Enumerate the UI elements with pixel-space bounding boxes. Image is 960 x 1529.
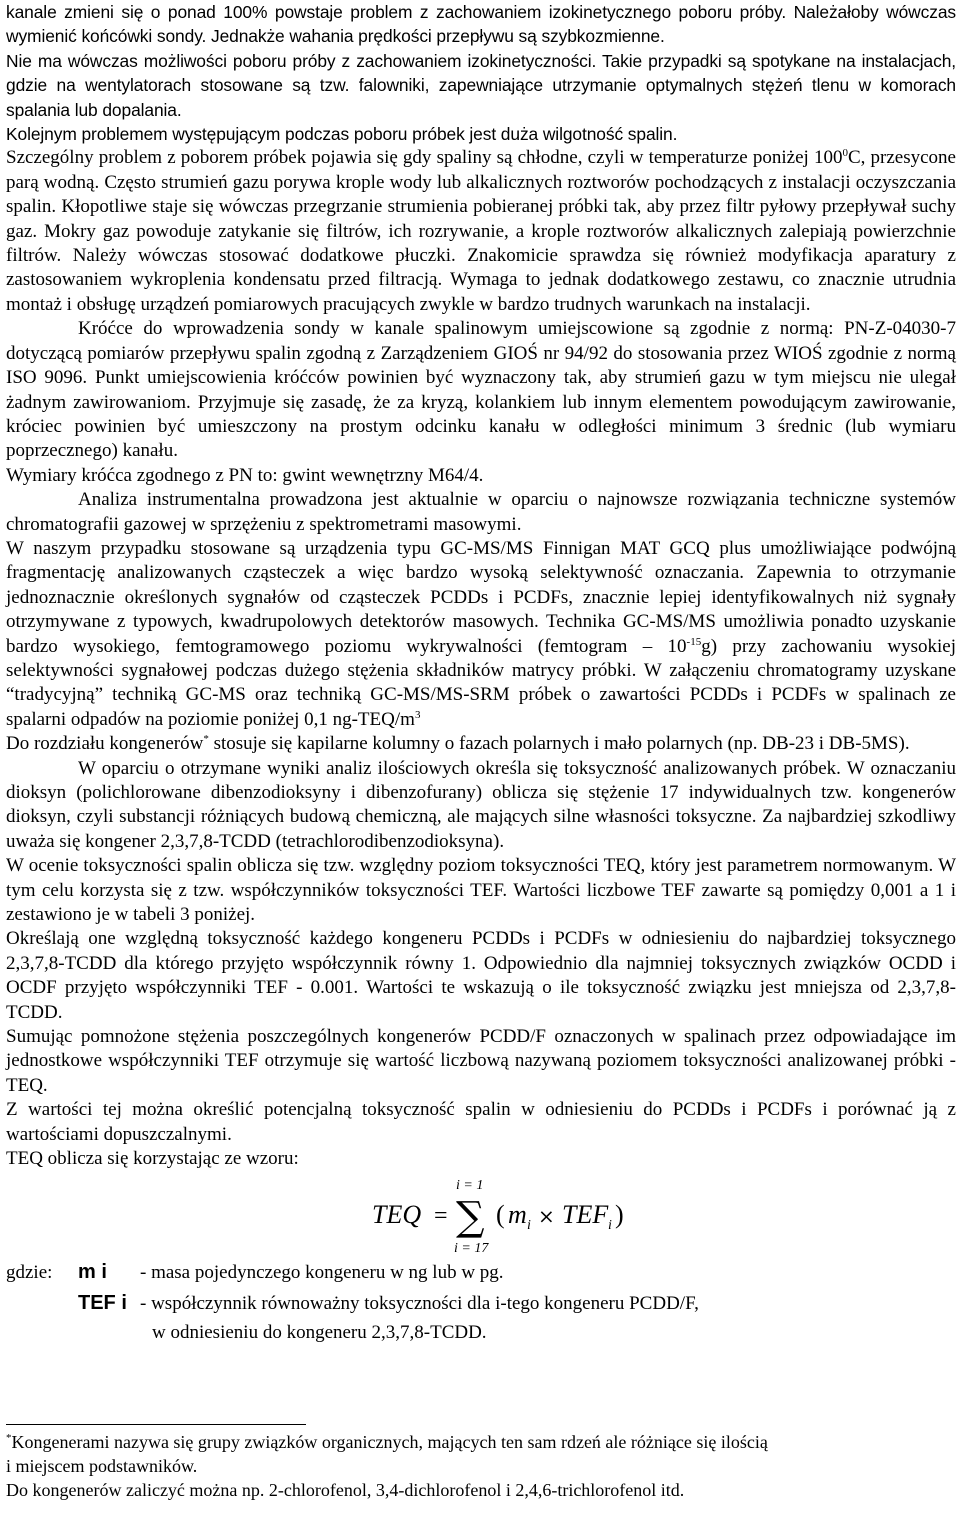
definition-m-text: - masa pojedynczego kongeneru w ng lub w pg. (140, 1261, 504, 1283)
paragraph-cold-gas: Szczególny problem z poborem próbek pojawia się gdy spaliny są chłodne, czyli w temperaturze poniżej $100^0C$, przesycone parą wodną. Często strumień gazu porywa krople wody lub alkalicznych roztworów pochodzących z instalacji oczyszczania spalin. Kłopotliwe staje się wówczas przegrzanie strumienia pobieranej próbki tak, aby przez filtr pyłowy przepływał suchy gaz. Mokry gaz powoduje zatykanie się filtrów, ich rozrywanie, a krople roztworów alkalicznych zalepiają powierzchnie filtrów. Należy wówczas stosować dodatkowe płuczki. Znakomicie sprawdza się również modyfikacja aparatury z zastosowaniem wykroplenia kondensatu przed filtracją. Wymaga to jednak dodatkowego zestawu, co znacznie utrudnia montaż i obsługę urządzeń pomiarowych pracujących zwykle w bardzo trudnych warunkach na instalacji. (6, 147, 956, 315)
definition-tef (6, 1290, 699, 1316)
sum-upper-limit: i = 1 (456, 1177, 484, 1193)
footnotes (6, 1430, 956, 1502)
footnote-1: *Kongenerami nazywa się grupy związków organicznych, mających ten sam rdzeń ale różniące się ilością (6, 1432, 768, 1452)
paragraph-frequency-converters: Nie ma wówczas możliwości poboru próby z zachowaniem izokinetyczności. Takie przypadki są spotykane na instalacjach, gdzie na wentylatorach stosowane są tzw. falowniki, zapewniające utrzymanie optymalnych stężeń tlenu w komorach spalania lub dopalania. (6, 50, 956, 120)
teq-formula (372, 1172, 772, 1256)
document-page (6, 0, 956, 1354)
paragraph-permissible: Z wartości tej można określić potencjalną toksyczność spalin w odniesieniu do PCDDs i PCDFs i porównać ją z wartościami dopuszczalnymi. (6, 1099, 956, 1145)
definition-tef-continuation: w odniesieniu do kongeneru 2,3,7,8-TCDD. (152, 1321, 487, 1343)
definition-m (6, 1259, 504, 1285)
paragraph-isokinetic: kanale zmieni się o ponad 100% powstaje problem z zachowaniem izokinetycznego poboru próby. Należałoby wówczas wymienić końcówki sondy. Jednakże wahania prędkości przepływu są szybkozmienne. (6, 2, 956, 47)
paragraph-congeners-columns: Do rozdziału kongenerów* stosuje się kapilarne kolumny o fazach polarnych i mało polarnych (np. DB-23 i DB-5MS). (6, 733, 910, 755)
formula-m: m (508, 1199, 527, 1229)
formula-tef-index: i (608, 1217, 612, 1233)
paragraph-teq: W ocenie toksyczności spalin oblicza się tzw. względny poziom toksyczności TEQ, który jest parametrem normowanym. W tym celu korzysta się z tzw. współczynników toksyczności TEF. Wartości liczbowe TEF zawarte są pomiędzy 0,001 a 1 i zestawiono je w tabeli 3 poniżej. (6, 855, 956, 926)
paragraph-port-dimensions: Wymiary króćca zgodnego z PN to: gwint wewnętrzny M64/4. (6, 464, 484, 486)
footnote-1-continuation: i miejscem podstawników. (6, 1456, 198, 1476)
definition-tef-text: - współczynnik równoważny toksyczności dla i-tego kongeneru PCDD/F, (140, 1292, 699, 1314)
symbol-m: m i (78, 1260, 107, 1283)
paragraph-toxicity: W oparciu o otrzymane wyniki analiz ilościowych określa się toksyczność analizowanych próbek. W oznaczaniu dioksyn (polichlorowane dibenzodioksyny i dibenzofurany) oblicza się stężenie 17 indywidualnych tzw. kongenerów dioksyn, czyli substancji różniących budową chemiczną, ale mających silne własności toksyczne. Za najbardziej szkodliwy uważa się kongener 2,3,7,8-TCDD (tetrachlorodibenzodioksyna). (6, 757, 956, 852)
paragraph-humidity: Kolejnym problemem występującym podczas poboru próbek jest duża wilgotność spalin. (6, 124, 678, 145)
footnote-marker: * (203, 733, 209, 746)
sum-sigma: ∑ (456, 1193, 485, 1240)
footnote-2: Do kongenerów zaliczyć można np. 2-chlorofenol, 3,4-dichlorofenol i 2,4,6-trichlorofenol itd. (6, 1480, 685, 1500)
formula-m-index: i (527, 1217, 531, 1233)
formula-tef: TEF (562, 1199, 609, 1229)
paragraph-probe-ports: Króćce do wprowadzenia sondy w kanale spalinowym umiejscowione są zgodnie z normą: PN-Z-04030-7 dotyczącą pomiarów przepływu spalin zgodną z Zarządzeniem GIOŚ nr 94/92 do stosowania przez WIOŚ zgodnie z normą ISO 9096. Punkt umiejscowienia króćców powinien być wyznaczony tak, aby strumień gazu w tym miejscu nie ulegał żadnym zawirowaniom. Przyjmuje się zasadę, że za kryzą, kolankiem lub innym elementem powodującym zawirowanie, króciec powinien być umieszczony na prostym odcinku kanału w odległości minimum 3 średnic (lub wymiaru poprzecznego) kanału. (6, 318, 956, 462)
paragraph-formula-intro: TEQ oblicza się korzystając ze wzoru: (6, 1148, 299, 1170)
teq-formula-block (6, 1172, 956, 1256)
formula-equals: = (434, 1202, 448, 1229)
paragraph-summing: Sumując pomnożone stężenia poszczególnych kongenerów PCDD/F oznaczonych w spalinach przez odpowiadające im jednostkowe współczynniki TEF otrzymuje się wartość liczbową nazywaną poziomem toksyczności analizowanej próbki - TEQ. (6, 1026, 956, 1096)
formula-rparen: ) (615, 1199, 624, 1229)
footnote-star: * (6, 1432, 12, 1444)
formula-lparen: ( (496, 1199, 505, 1229)
superscript-degree: 0 (842, 147, 848, 160)
symbol-tef: TEF i (78, 1291, 127, 1314)
definitions-label: gdzie: (6, 1261, 53, 1283)
paragraph-tef: Określają one względną toksyczność każdego kongeneru PCDDs i PCDFs w odniesieniu do najbardziej toksycznego 2,3,7,8-TCDD dla którego przyjęto współczynnik równy 1. Odpowiednio dla najmniej toksycznych związków OCDD i OCDF przyjęto współczynniki TEF - 0.001. Wartości te wskazują o ile toksyczność związku jest mniejsza od 2,3,7,8-TCDD. (6, 928, 956, 1023)
paragraph-instrumental-analysis: Analiza instrumentalna prowadzona jest aktualnie w oparciu o najnowsze rozwiązania techniczne systemów chromatografii gazowej w sprzężeniu z spektrometrami masowymi. (6, 489, 956, 535)
formula-definitions (6, 1256, 956, 1354)
footnote-divider (6, 1424, 306, 1425)
formula-lhs: TEQ (372, 1199, 422, 1229)
formula-times: × (538, 1203, 555, 1228)
paragraph-gcms: W naszym przypadku stosowane są urządzenia typu GC-MS/MS Finnigan MAT GCQ plus umożliwiające podwójną fragmentację analizowanych cząsteczek a więc bardzo wysoką selektywność oznaczania. Zapewnia to otrzymanie jednoznacznie określonych sygnałów od cząsteczek PCDDs i PCDFs, znacznie lepiej identyfikowalnych niż sygnały otrzymywane z typowych, kwadrupolowych detektorów masowych. Technika GC-MS/MS umożliwia ponadto uzyskanie bardzo wysokiego, femtogramowego poziomu wykrywalności (femtogram – $10^{-15}g$) przy zachowaniu wysokiej selektywności sygnałowej podczas dużego stężenia składników matrycy próbki. W załączeniu chromatogramy uzyskane “tradycyjną” techniką GC-MS oraz techniką GC-MS/MS-SRM próbek o zawartości PCDDs i PCDFs w spalinach ze spalarni odpadów na poziomie poniżej 0,1 $ng-TEQ/m^3$ (6, 537, 956, 730)
sum-lower-limit: i = 17 (454, 1240, 489, 1256)
